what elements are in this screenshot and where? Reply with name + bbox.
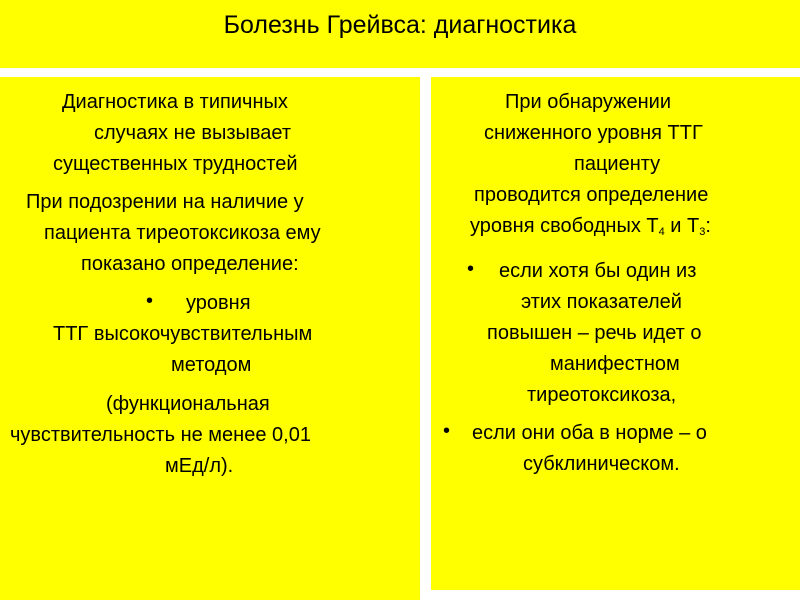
right-line: При обнаружении (505, 91, 671, 113)
left-line: случаях не вызывает (94, 122, 292, 144)
right-line: повышен – речь идет о (487, 322, 702, 344)
right-line: пациенту (574, 153, 661, 175)
right-line: сниженного уровня ТТГ (484, 122, 703, 144)
right-line: тиреотоксикоза, (527, 384, 677, 406)
right-line: манифестном (550, 353, 680, 375)
bullet-icon: • (146, 290, 154, 312)
subscript-4: 4 (658, 226, 665, 238)
left-bullet-text: уровня (186, 292, 251, 314)
left-line: показано определение: (81, 253, 299, 275)
left-line: существенных трудностей (53, 153, 298, 175)
bullet-icon: • (443, 420, 451, 442)
left-line: методом (171, 354, 252, 376)
right-bullet-text: если они оба в норме – о (472, 422, 707, 444)
right-panel (431, 77, 800, 590)
right-line-text: и Т (664, 215, 700, 237)
right-line-with-subscripts (470, 214, 800, 238)
right-line-text: уровня свободных Т (470, 215, 659, 237)
right-line: этих показателей (521, 291, 682, 313)
slide-title: Болезнь Грейвса: диагностика (223, 11, 577, 39)
left-line: (функциональная (106, 393, 270, 415)
left-line: мЕд/л). (165, 455, 234, 477)
left-line: чувствительность не менее 0,01 (10, 424, 311, 446)
left-line: Диагностика в типичных (62, 91, 288, 113)
left-line: пациента тиреотоксикоза ему (44, 222, 321, 244)
title-bar (0, 0, 800, 68)
left-line: ТТГ высокочувствительным (53, 323, 313, 345)
subscript-3: 3 (699, 226, 706, 238)
right-line: проводится определение (474, 184, 709, 206)
left-panel (0, 77, 420, 600)
bullet-icon: • (467, 258, 475, 280)
left-line: При подозрении на наличие у (26, 191, 304, 213)
right-line-text: : (705, 215, 711, 237)
right-bullet-text: если хотя бы один из (499, 260, 697, 282)
right-line: субклиническом. (523, 453, 680, 475)
